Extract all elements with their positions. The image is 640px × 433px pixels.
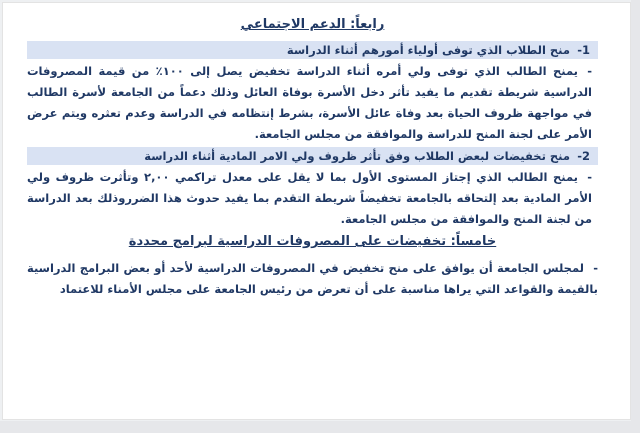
item-2-heading: منح تخفيضات لبعض الطلاب وفق تأثر ظروف ولي الامر المادية أثناء الدراسة [144, 149, 570, 163]
item-2-paragraph-block [27, 167, 598, 230]
viewer-right-margin [631, 0, 640, 433]
item-1-paragraph-block [27, 61, 598, 145]
item-2-number: 2- [577, 149, 590, 163]
item-3-dash: - [593, 261, 598, 275]
item-2-heading-band [27, 147, 598, 165]
document-page [2, 2, 631, 420]
item-1-heading-band [27, 41, 598, 59]
viewer-bottom-margin [0, 421, 640, 433]
section-5-title: خامساً: تخفيضات على المصروفات الدراسية لبرامج محددة [128, 234, 497, 249]
item-1-paragraph: يمنح الطالب الذي توفى ولي أمره أثناء الدراسة تخفيض يصل إلى ١٠٠٪ من قيمة المصروفات الدراسية شريطة تقديم ما يفيد تأثر دخل الأسرة بوفاة العائل وذلك دعماً من الجامعة لأسرة الطالب في مواجهة ظروف الحياة بعد وفاة عائل الأسرة، بشرط إنتظامه في الدراسة وعدم تعثره ويتم عرض الأمر على لجنة المنح للدراسة والموافقة من مجلس الجامعة. [27, 64, 592, 141]
item-1-heading: منح الطلاب الذي توفى أولياء أمورهم أثناء الدراسة [286, 43, 570, 57]
document-content [27, 15, 598, 302]
item-3-paragraph: لمجلس الجامعة أن يوافق على منح تخفيض في المصروفات الدراسية لأحد أو بعض البرامج الدراسية بالقيمة والقواعد التي يراها مناسبة على أن تعرض من رئيس الجامعة على مجلس الأمناء للاعتماد [27, 261, 598, 296]
section-4-title: رابعاً: الدعم الاجتماعي [240, 17, 385, 32]
item-2-paragraph: يمنح الطالب الذي إجتاز المستوى الأول بما لا يقل على معدل تراكمي ٢,٠٠ وتأثرت ظروف ولي الأمر المادية بعد إلتحاقه بالجامعة تخفيضاً شريطة التقدم بما يفيد حدوث هذا الضرروذلك بعد الدراسة من لجنة المنح والموافقة من مجلس الجامعة. [27, 170, 592, 226]
item-2-dash: - [587, 170, 592, 184]
item-1-dash: - [587, 64, 592, 78]
item-1-number: 1- [577, 43, 590, 57]
item-3-paragraph-block [27, 258, 598, 300]
